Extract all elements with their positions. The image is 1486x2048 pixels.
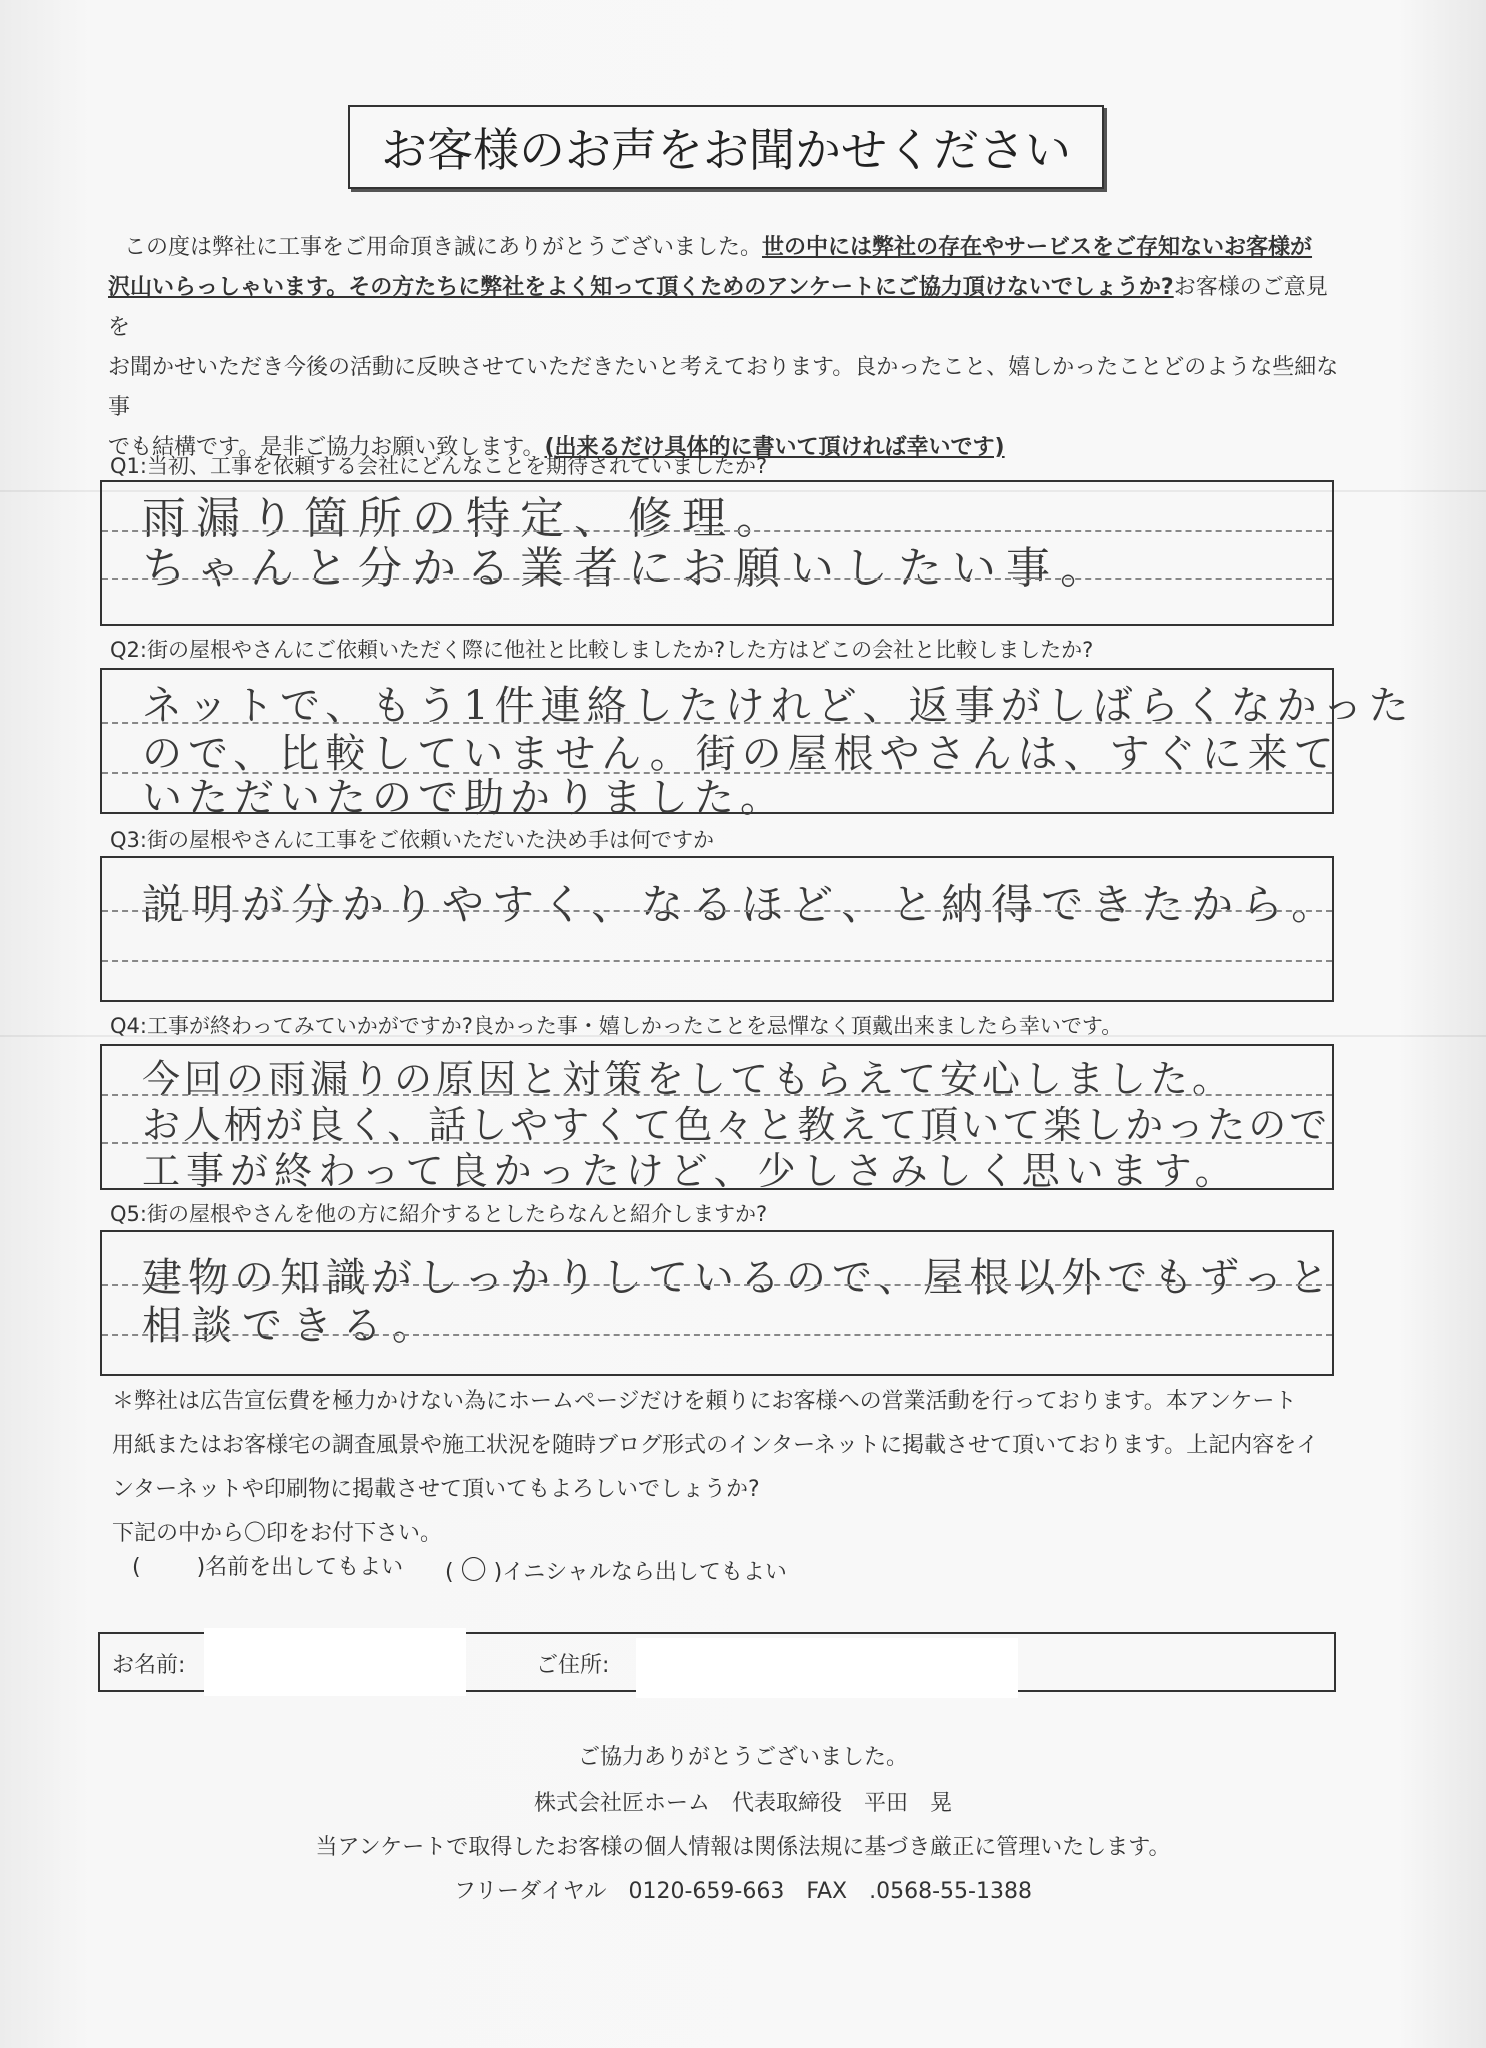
answer-line: ので、比較していません。街の屋根やさんは、すぐに来て	[142, 731, 1340, 777]
answer-line: 建物の知識がしっかりしているので、屋根以外でもずっと	[142, 1255, 1335, 1301]
choice-paren: (	[445, 1560, 454, 1585]
notice-line: ンターネットや印刷物に掲載させて頂いてもよろしいでしょうか?	[112, 1477, 760, 1502]
answer-line: ちゃんと分かる業者にお願いしたい事。	[142, 543, 1114, 594]
intro-emphasis: 沢山いらっしゃいます。その方たちに弊社をよく知って頂くためのアンケートにご協力頂けないでしょうか?	[108, 275, 1174, 300]
answer-5-box	[100, 1230, 1334, 1376]
publication-notice	[112, 1380, 1352, 1556]
dashed-rule	[102, 910, 1332, 912]
intro-text	[108, 228, 1348, 468]
answer-line: ネットで、もう1件連絡したけれど、返事がしばらくなかった	[142, 683, 1415, 729]
question-3-label: Q3:街の屋根やさんに工事をご依頼いただいた決め手は何ですか	[110, 828, 714, 852]
dashed-rule	[102, 1284, 1332, 1286]
answer-line: 今回の雨漏りの原因と対策をしてもらえて安心しました。	[142, 1057, 1235, 1101]
dashed-rule	[102, 960, 1332, 962]
question-4-label: Q4:工事が終わってみていかがですか?良かった事・嬉しかったことを忌憚なく頂戴出来ましたら幸いです。	[110, 1014, 1123, 1038]
answer-3-box	[100, 856, 1342, 1002]
contact-fields-box	[98, 1632, 1336, 1692]
footer-privacy: 当アンケートで取得したお客様の個人情報は関係法規に基づき厳正に管理いたします。	[315, 1835, 1171, 1860]
intro-line: お聞かせいただき今後の活動に反映させていただきたいと考えております。良かったこと、嬉しかったことどのような些細な事	[108, 355, 1339, 420]
question-1-label: Q1:当初、工事を依頼する会社にどんなことを期待されていましたか?	[110, 454, 768, 478]
answer-2-box	[100, 668, 1415, 821]
answer-1-box	[100, 480, 1334, 626]
footer-thanks: ご協力ありがとうございました。	[577, 1745, 908, 1770]
choice-name-ok[interactable]	[132, 1550, 403, 1581]
dashed-rule	[102, 578, 1332, 580]
intro-line: お客様のご意見を	[108, 275, 1328, 340]
name-field[interactable]	[204, 1628, 466, 1696]
page-title: お客様のお声をお聞かせください	[348, 105, 1104, 189]
question-5-label: Q5:街の屋根やさんを他の方に紹介するとしたらなんと紹介しますか?	[110, 1202, 768, 1226]
question-2-label: Q2:街の屋根やさんにご依頼いただく際に他社と比較しましたか?した方はどこの会社と比較しましたか?	[110, 638, 1094, 662]
choice-paren: (	[132, 1555, 141, 1580]
answer-line: いただいたので助かりました。	[142, 775, 786, 821]
footer-contact: フリーダイヤル 0120-659-663 FAX .0568-55-1388	[454, 1879, 1032, 1904]
answer-line: 雨漏り箇所の特定、修理。	[142, 493, 790, 544]
intro-emphasis: (出来るだけ具体的に書いて頂ければ幸いです)	[544, 435, 1005, 460]
answer-4-box	[100, 1044, 1334, 1193]
choice-initials-ok[interactable]	[445, 1550, 787, 1587]
answer-line: 説明が分かりやすく、なるほど、と納得できたから。	[142, 880, 1342, 929]
address-label: ご住所:	[536, 1653, 610, 1678]
intro-emphasis: 世の中には弊社の存在やサービスをご存知ないお客様が	[762, 235, 1313, 260]
choice-mark: 〇	[460, 1556, 487, 1586]
name-label: お名前:	[112, 1653, 186, 1678]
intro-line: この度は弊社に工事をご用命頂き誠にありがとうございました。	[124, 235, 763, 260]
dashed-rule	[102, 1334, 1332, 1336]
choice-label: )名前を出してもよい	[196, 1555, 404, 1580]
footer-company: 株式会社匠ホーム 代表取締役 平田 晃	[533, 1791, 952, 1816]
answer-line: お人柄が良く、話しやすくて色々と教えて頂いて楽しかったので	[142, 1103, 1331, 1147]
notice-line: 下記の中から〇印をお付下さい。	[112, 1521, 443, 1546]
intro-line: でも結構です。是非ご協力お願い致します。	[108, 435, 545, 460]
choice-label: )イニシャルなら出してもよい	[493, 1560, 787, 1585]
address-field[interactable]	[636, 1638, 1018, 1698]
notice-line: 用紙またはお客様宅の調査風景や施工状況を随時ブログ形式のインターネットに掲載させて頂いております。上記内容をイ	[112, 1433, 1319, 1458]
notice-line: ＊弊社は広告宣伝費を極力かけない為にホームページだけを頼りにお客様への営業活動を行っております。本アンケート	[112, 1389, 1297, 1414]
answer-line: 工事が終わって良かったけど、少しさみしく思います。	[142, 1149, 1239, 1193]
answer-line: 相談できる。	[142, 1303, 442, 1349]
